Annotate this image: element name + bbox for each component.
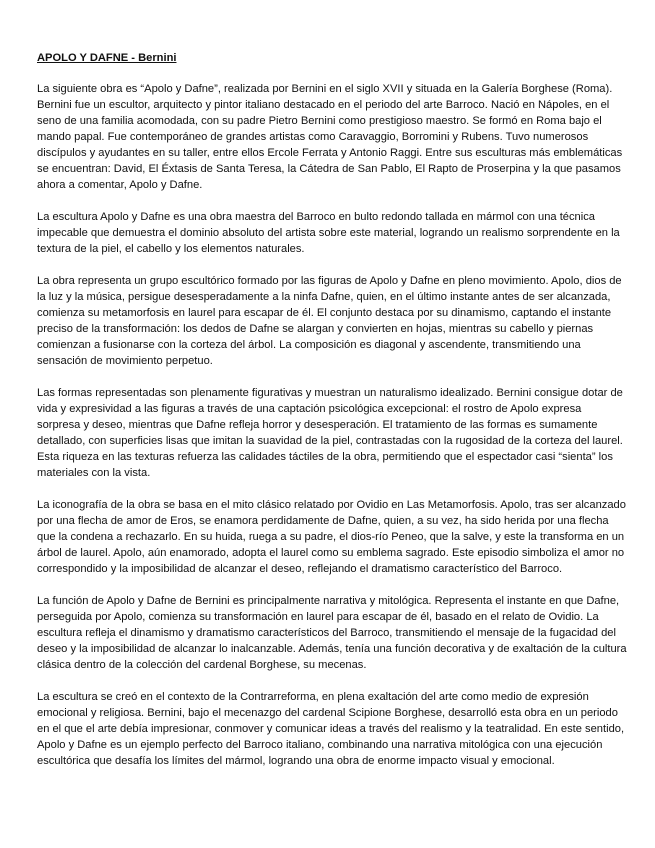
paragraph-technique: La escultura Apolo y Dafne es una obra maestra del Barroco en bulto redondo tallada en mármol con una técnica impecable que demuestra el dominio absoluto del artista sobre este material, logrando un realismo sorprendente en la textura de la piel, el cabello y los elementos naturales. <box>37 211 620 255</box>
paragraph-function: La función de Apolo y Dafne de Bernini es principalmente narrativa y mitológica. Representa el instante en que Dafne, perseguida por Apolo, comienza su transformación en laurel para escapar de él, basado en el relato de Ovidio. La escultura refleja el dinamismo y dramatismo característicos del Barroco, transmitiendo el mensaje de la fugacidad del deseo y la imposibilidad de alcanzar lo inalcanzable. Además, tenía una función decorativa y de exaltación de la cultura clásica dentro de la colección del cardenal Borghese, su mecenas. <box>37 595 627 671</box>
paragraph-iconography: La iconografía de la obra se basa en el mito clásico relatado por Ovidio en Las Metamorfosis. Apolo, tras ser alcanzado por una flecha de amor de Eros, se enamora perdidamente de Dafne, quien, a su vez, ha sido herida por una flecha que la condena a rechazarlo. En su huida, ruega a su padre, el dios-río Peneo, que la salve, y este la transforma en un árbol de laurel. Apolo, aún enamorado, adopta el laurel como su emblema sagrado. Este episodio simboliza el amor no correspondido y la imposibilidad de alcanzar el deseo, reflejando el dramatismo característico del Barroco. <box>37 499 626 575</box>
paragraph-intro: La siguiente obra es “Apolo y Dafne”, realizada por Bernini en el siglo XVII y situada en la Galería Borghese (Roma). Bernini fue un escultor, arquitecto y pintor italiano destacado en el periodo del arte Barroco. Nació en Nápoles, en el seno de una familia acomodada, con su padre Pietro Bernini como prestigioso maestro. Se formó en Roma bajo el mando papal. Fue contemporáneo de grandes artistas como Caravaggio, Borromini y Rubens. Tuvo numerosos discípulos y ayudantes en su taller, entre ellos Ercole Ferrata y Antonio Raggi. Entre sus esculturas más emblemáticas se encuentran: David, El Éxtasis de Santa Teresa, la Cátedra de San Pablo, El Rapto de Proserpina y la que pasamos ahora a comentar, Apolo y Dafne. <box>37 83 623 191</box>
paragraph-forms: Las formas representadas son plenamente figurativas y muestran un naturalismo idealizado. Bernini consigue dotar de vida y expresividad a las figuras a través de una captación psicológica excepcional: el rostro de Apolo expresa sorpresa y deseo, mientras que Dafne refleja horror y desesperación. El tratamiento de las formas es sumamente detallado, con superficies lisas que imitan la suavidad de la piel, contrastadas con la rugosidad de la corteza del laurel. Esta riqueza en las texturas refuerza las calidades táctiles de la obra, permitiendo que el espectador casi “sienta” los materiales con la vista. <box>37 387 623 479</box>
paragraph-context: La escultura se creó en el contexto de la Contrarreforma, en plena exaltación del arte como medio de expresión emocional y religiosa. Bernini, bajo el mecenazgo del cardenal Scipione Borghese, desarrolló esta obra en un periodo en el que el arte debía impresionar, conmover y comunicar ideas a través del realismo y la teatralidad. En este sentido, Apolo y Dafne es un ejemplo perfecto del Barroco italiano, combinando una narrativa mitológica con una ejecución escultórica que desafía los límites del mármol, logrando una obra de enorme impacto visual y emocional. <box>37 691 625 767</box>
document-title: APOLO Y DAFNE - Bernini <box>37 52 177 64</box>
paragraph-description: La obra representa un grupo escultórico formado por las figuras de Apolo y Dafne en pleno movimiento. Apolo, dios de la luz y la música, persigue desesperadamente a la ninfa Dafne, quien, en el último instante antes de ser alcanzada, comienza su metamorfosis en laurel para escapar de él. El conjunto destaca por su dinamismo, captando el instante preciso de la transformación: los dedos de Dafne se alargan y convierten en hojas, mientras su cabello y piernas comienzan a fusionarse con la corteza del árbol. La composición es diagonal y ascendente, transmitiendo una sensación de movimiento perpetuo. <box>37 275 622 367</box>
document-page <box>37 50 627 785</box>
